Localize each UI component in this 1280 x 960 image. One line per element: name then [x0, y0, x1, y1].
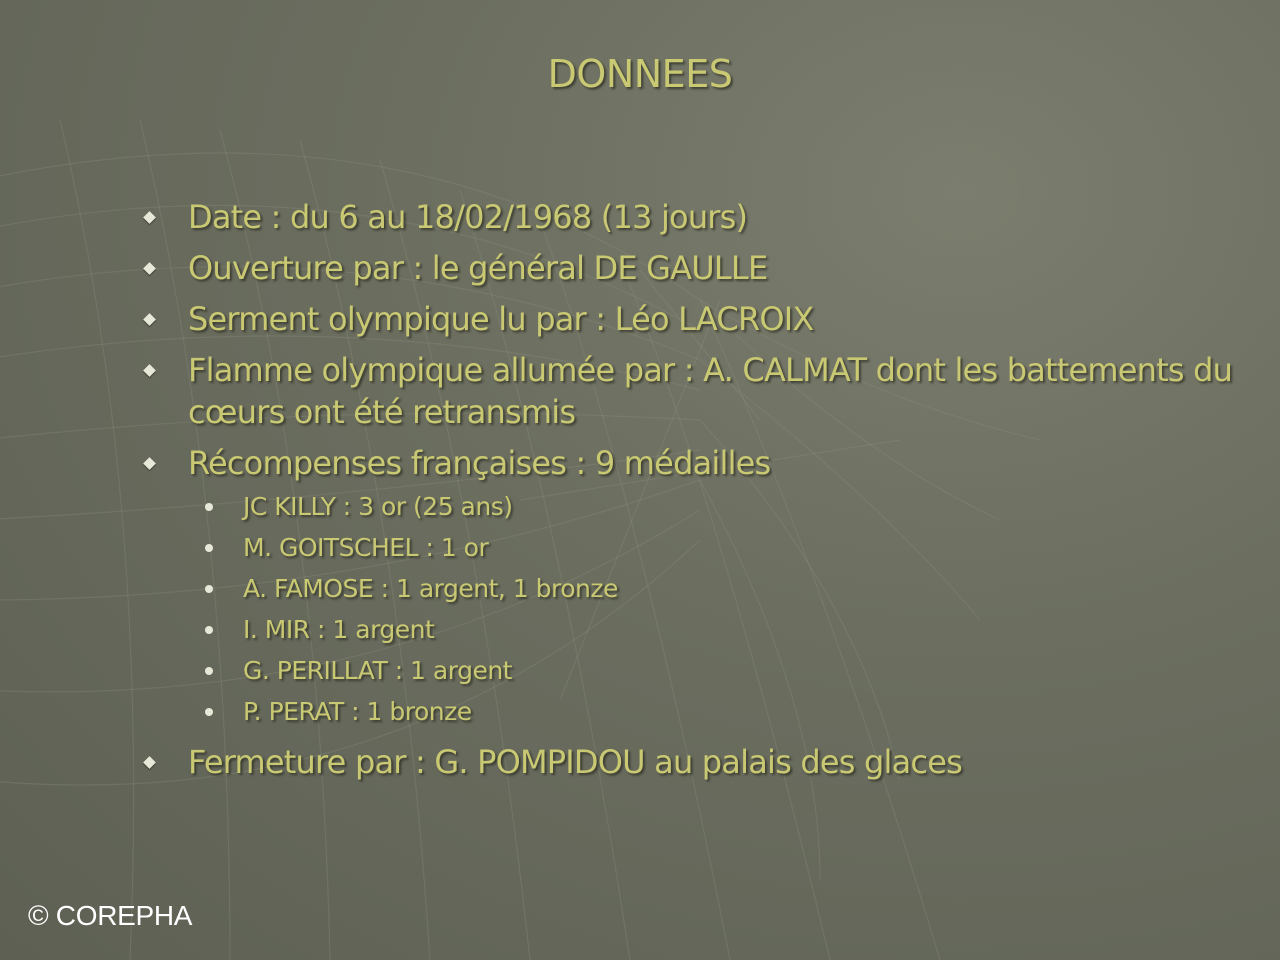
diamond-bullet-icon	[143, 364, 156, 377]
slide-title: DONNEES	[547, 52, 733, 96]
list-item-text: Date : du 6 au 18/02/1968 (13 jours)	[188, 198, 748, 236]
list-item-flame	[140, 349, 1240, 433]
diamond-bullet-icon	[143, 457, 156, 470]
medals-sub-list	[188, 486, 1240, 732]
medal-item-text: M. GOITSCHEL : 1 or	[243, 533, 489, 562]
diamond-bullet-icon	[143, 211, 156, 224]
medal-item-text: JC KILLY : 3 or (25 ans)	[243, 492, 513, 521]
dot-bullet-icon	[205, 585, 213, 593]
dot-bullet-icon	[205, 544, 213, 552]
list-item-date	[140, 196, 1240, 238]
medal-item	[188, 568, 1240, 609]
medal-item-text: G. PERILLAT : 1 argent	[243, 656, 512, 685]
medal-item-text: P. PERAT : 1 bronze	[243, 697, 472, 726]
list-item-opening	[140, 247, 1240, 289]
list-item-text: Fermeture par : G. POMPIDOU au palais des glaces	[188, 743, 962, 781]
medal-item-text: I. MIR : 1 argent	[243, 615, 435, 644]
main-bullet-list	[140, 196, 1240, 783]
list-item-closing	[140, 741, 1240, 783]
diamond-bullet-icon	[143, 313, 156, 326]
medal-item	[188, 486, 1240, 527]
slide-content	[140, 196, 1240, 792]
list-item-text: Serment olympique lu par : Léo LACROIX	[188, 300, 814, 338]
diamond-bullet-icon	[143, 756, 156, 769]
medal-item	[188, 609, 1240, 650]
list-item-text: Ouverture par : le général DE GAULLE	[188, 249, 768, 287]
medal-item-text: A. FAMOSE : 1 argent, 1 bronze	[243, 574, 618, 603]
medal-item	[188, 650, 1240, 691]
dot-bullet-icon	[205, 708, 213, 716]
list-item-oath	[140, 298, 1240, 340]
list-item-text: Récompenses françaises : 9 médailles	[188, 444, 771, 482]
dot-bullet-icon	[205, 667, 213, 675]
copyright-notice: © COREPHA	[28, 900, 193, 931]
list-item-awards	[140, 442, 1240, 732]
medal-item	[188, 691, 1240, 732]
dot-bullet-icon	[205, 626, 213, 634]
dot-bullet-icon	[205, 503, 213, 511]
medal-item	[188, 527, 1240, 568]
diamond-bullet-icon	[143, 262, 156, 275]
list-item-text: Flamme olympique allumée par : A. CALMAT dont les battements du cœurs ont été retransmis	[188, 351, 1233, 431]
